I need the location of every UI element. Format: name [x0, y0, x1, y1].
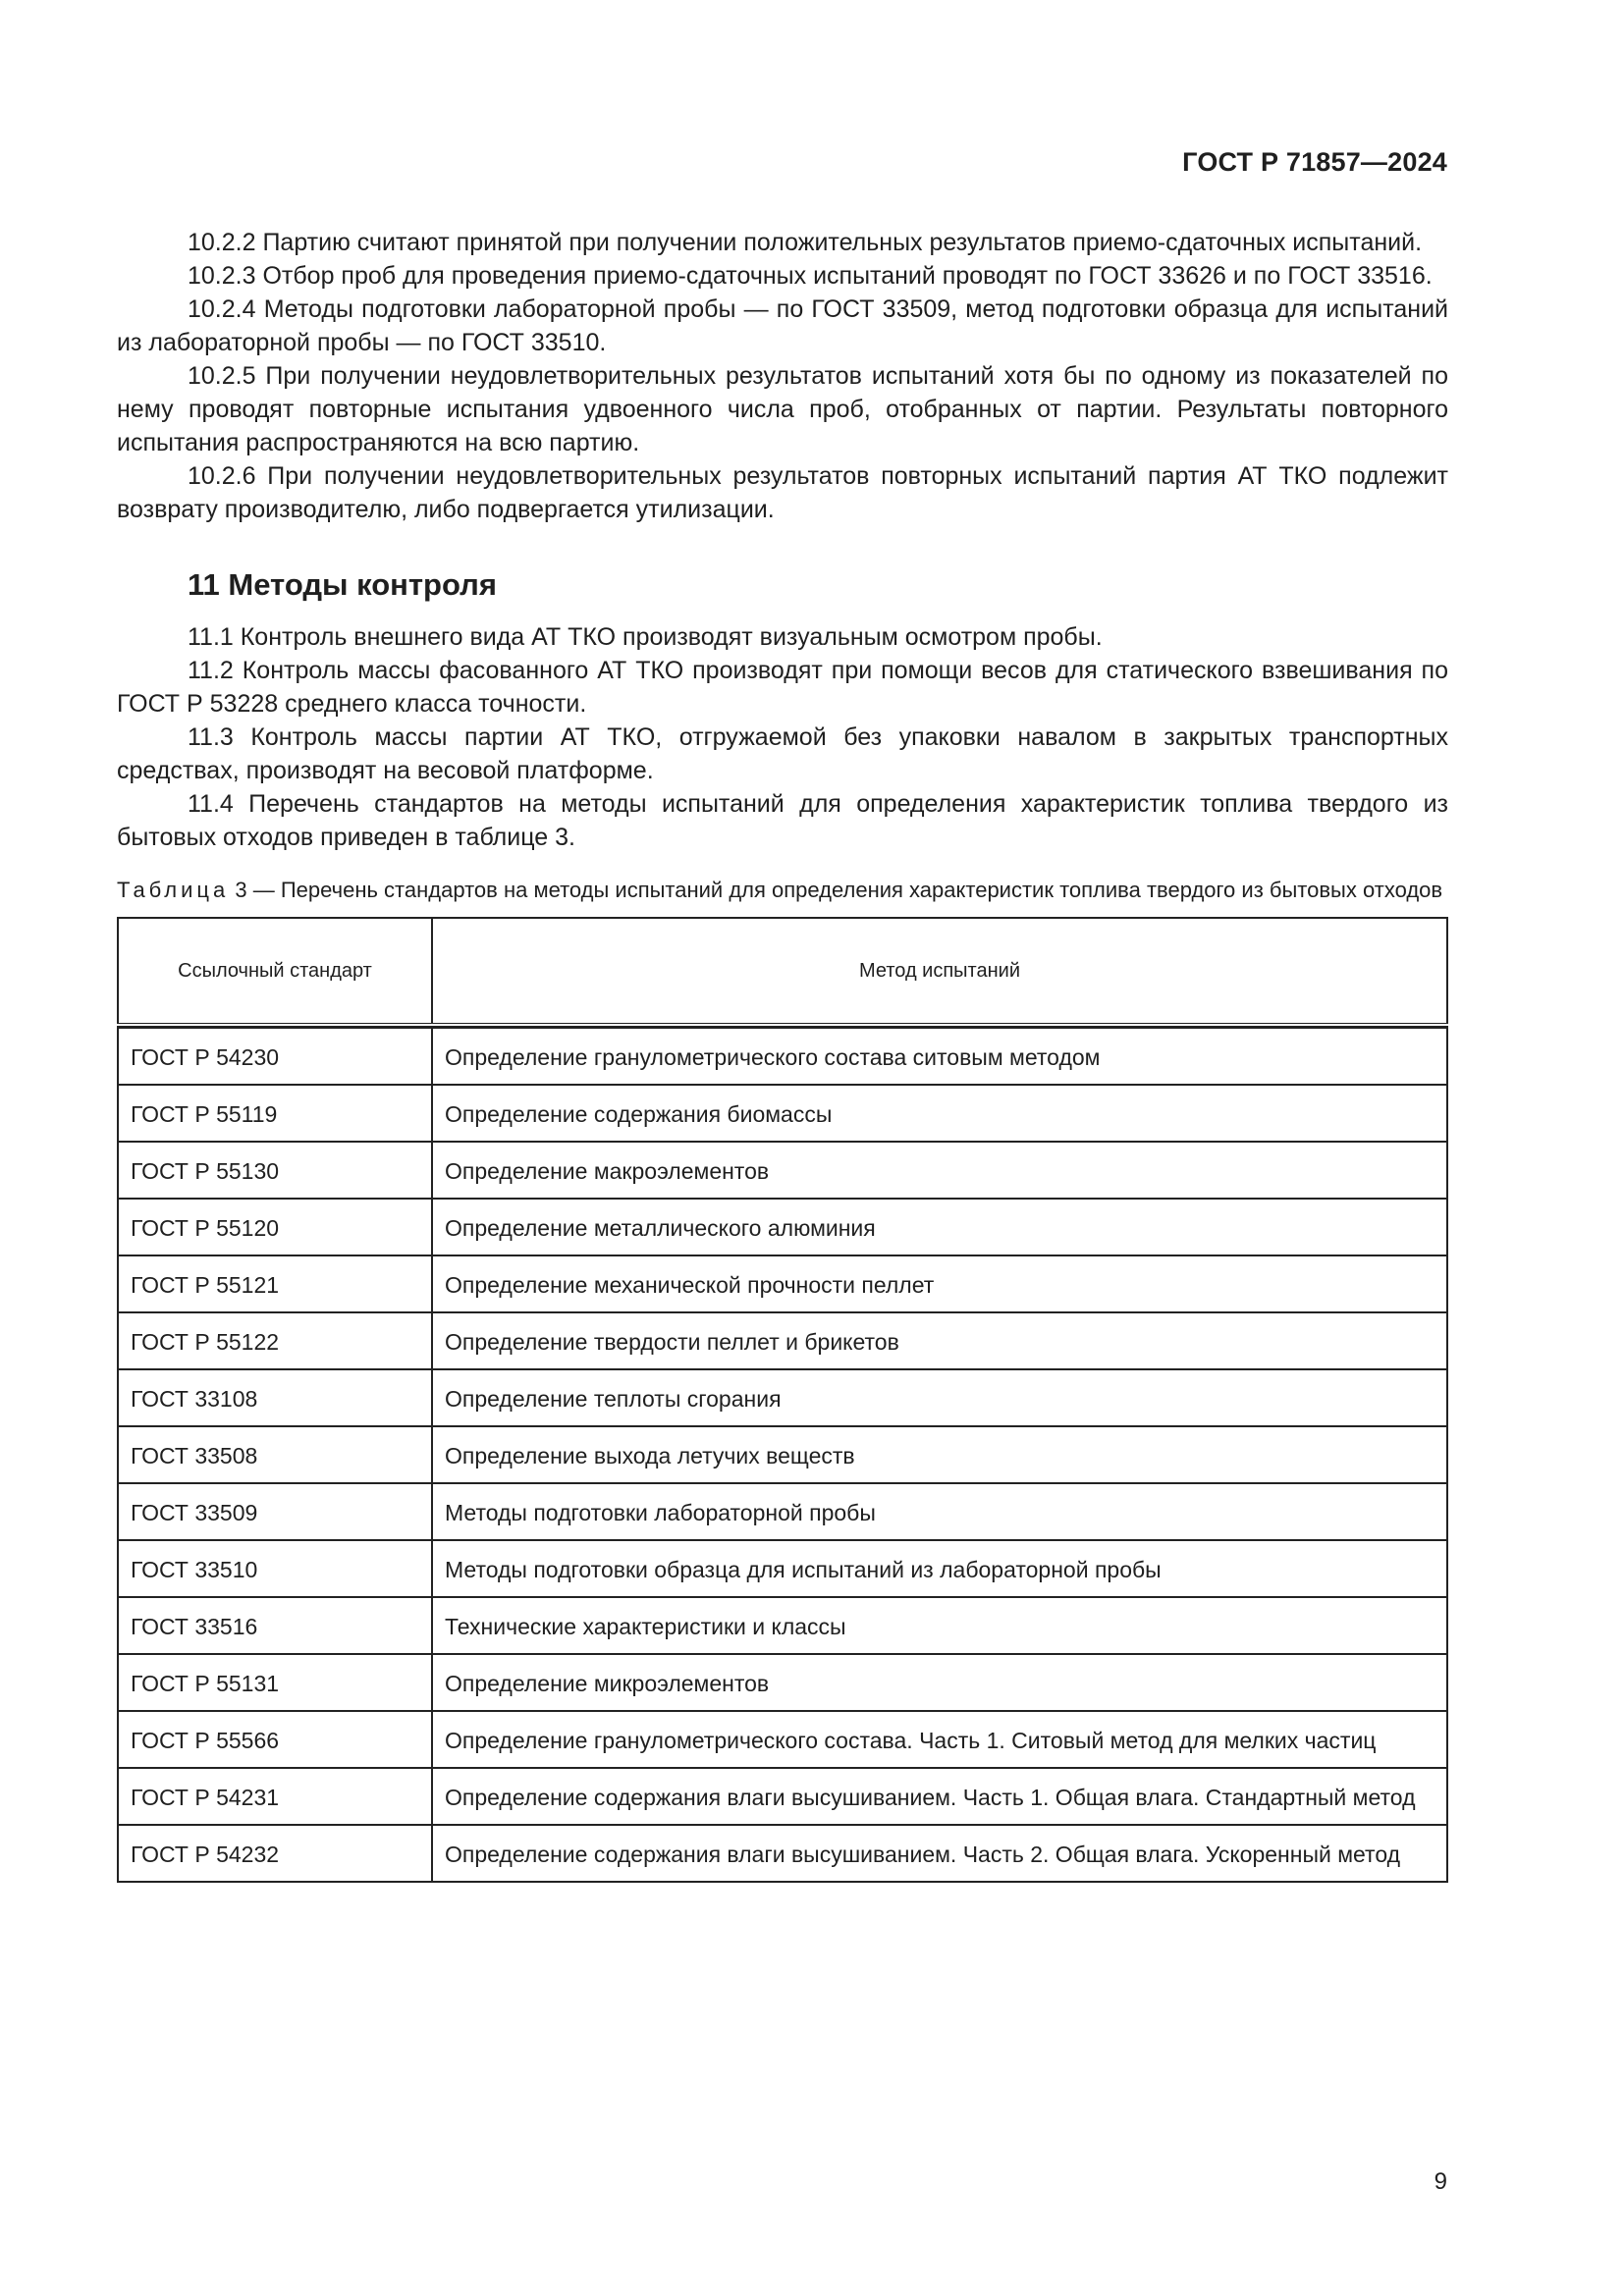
table-row	[118, 1142, 1447, 1199]
standard-cell: ГОСТ Р 54232	[118, 1825, 432, 1882]
standard-cell: ГОСТ 33509	[118, 1483, 432, 1540]
page-number: 9	[1434, 2168, 1447, 2195]
table-row	[118, 1369, 1447, 1426]
document-id-header: ГОСТ Р 71857—2024	[1182, 147, 1447, 177]
standard-cell: ГОСТ Р 55130	[118, 1142, 432, 1199]
method-cell: Методы подготовки лабораторной пробы	[432, 1483, 1447, 1540]
paragraph-10-2-2: 10.2.2 Партию считают принятой при получении положительных результатов приемо-сдаточных испытаний.	[188, 229, 1423, 256]
paragraph-11-4: 11.4 Перечень стандартов на методы испытаний для определения характеристик топлива твердого из бытовых отходов приведен в таблице 3.	[117, 790, 1448, 851]
table-row	[118, 1199, 1447, 1255]
method-cell: Методы подготовки образца для испытаний из лабораторной пробы	[432, 1540, 1447, 1597]
header-method: Метод испытаний	[432, 918, 1447, 1025]
paragraph-10-2-4: 10.2.4 Методы подготовки лабораторной пробы — по ГОСТ 33509, метод подготовки образца для испытаний из лабораторной пробы — по ГОСТ 33510.	[117, 295, 1448, 356]
standard-cell: ГОСТ 33516	[118, 1597, 432, 1654]
method-cell: Определение гранулометрического состава ситовым методом	[432, 1028, 1447, 1085]
method-cell: Определение механической прочности пеллет	[432, 1255, 1447, 1312]
table-row	[118, 1711, 1447, 1768]
table-row	[118, 1028, 1447, 1085]
standard-cell: ГОСТ Р 54231	[118, 1768, 432, 1825]
method-cell: Определение металлического алюминия	[432, 1199, 1447, 1255]
standards-table	[117, 917, 1448, 1883]
standard-cell: ГОСТ 33510	[118, 1540, 432, 1597]
method-cell: Определение твердости пеллет и брикетов	[432, 1312, 1447, 1369]
standard-cell: ГОСТ Р 55119	[118, 1085, 432, 1142]
standard-cell: ГОСТ Р 55120	[118, 1199, 432, 1255]
table-row	[118, 1255, 1447, 1312]
method-cell: Технические характеристики и классы	[432, 1597, 1447, 1654]
table-caption-text: 3 — Перечень стандартов на методы испытаний для определения характеристик топлива твердого из бытовых отходов	[229, 878, 1443, 902]
method-cell: Определение гранулометрического состава. Часть 1. Ситовый метод для мелких частиц	[432, 1711, 1447, 1768]
table-row	[118, 1426, 1447, 1483]
table-caption-label: Таблица	[117, 878, 230, 902]
paragraph-11-3: 11.3 Контроль массы партии АТ ТКО, отгружаемой без упаковки навалом в закрытых транспортных средствах, производят на весовой платформе.	[117, 723, 1448, 784]
table-row	[118, 1597, 1447, 1654]
method-cell: Определение теплоты сгорания	[432, 1369, 1447, 1426]
method-cell: Определение содержания влаги высушиванием. Часть 2. Общая влага. Ускоренный метод	[432, 1825, 1447, 1882]
paragraph-10-2-6: 10.2.6 При получении неудовлетворительных результатов повторных испытаний партия АТ ТКО подлежит возврату производителю, либо подвергается утилизации.	[117, 462, 1448, 523]
section-heading: 11 Методы контроля	[188, 567, 497, 602]
table-row	[118, 1825, 1447, 1882]
standard-cell: ГОСТ 33108	[118, 1369, 432, 1426]
method-cell: Определение выхода летучих веществ	[432, 1426, 1447, 1483]
table-row	[118, 1654, 1447, 1711]
document-body	[117, 226, 1448, 1883]
table-row	[118, 1085, 1447, 1142]
paragraph-10-2-3: 10.2.3 Отбор проб для проведения приемо-сдаточных испытаний проводят по ГОСТ 33626 и по ГОСТ 33516.	[188, 262, 1433, 290]
table-header-row	[118, 918, 1447, 1025]
table-row	[118, 1312, 1447, 1369]
paragraph-11-2: 11.2 Контроль массы фасованного АТ ТКО производят при помощи весов для статического взвешивания по ГОСТ Р 53228 среднего класса точности.	[117, 657, 1448, 718]
method-cell: Определение микроэлементов	[432, 1654, 1447, 1711]
method-cell: Определение макроэлементов	[432, 1142, 1447, 1199]
standard-cell: ГОСТ Р 55131	[118, 1654, 432, 1711]
method-cell: Определение содержания влаги высушиванием. Часть 1. Общая влага. Стандартный метод	[432, 1768, 1447, 1825]
table-caption	[117, 876, 1448, 905]
paragraph-10-2-5: 10.2.5 При получении неудовлетворительных результатов испытаний хотя бы по одному из показателей по нему проводят повторные испытания удвоенного числа проб, отобранных от партии. Результаты повторного испытания распространяются на всю партию.	[117, 362, 1448, 456]
paragraph-11-1: 11.1 Контроль внешнего вида АТ ТКО производят визуальным осмотром пробы.	[188, 623, 1103, 651]
table-row	[118, 1483, 1447, 1540]
table-row	[118, 1768, 1447, 1825]
standard-cell: ГОСТ Р 55566	[118, 1711, 432, 1768]
header-standard: Ссылочный стандарт	[118, 918, 432, 1025]
standard-cell: ГОСТ Р 55121	[118, 1255, 432, 1312]
standard-cell: ГОСТ 33508	[118, 1426, 432, 1483]
standard-cell: ГОСТ Р 55122	[118, 1312, 432, 1369]
table-row	[118, 1540, 1447, 1597]
standard-cell: ГОСТ Р 54230	[118, 1028, 432, 1085]
method-cell: Определение содержания биомассы	[432, 1085, 1447, 1142]
